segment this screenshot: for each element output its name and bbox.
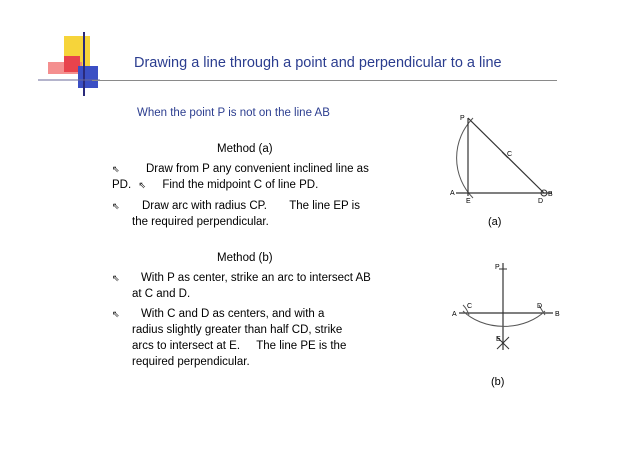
method-b-step-1-cont: at C and D. <box>132 288 191 300</box>
deco-red-square <box>64 56 80 72</box>
figure-a-caption: (a) <box>488 216 502 228</box>
method-b-step-2-cont-2 <box>132 338 346 354</box>
slide-subtitle: When the point P is not on the line AB <box>137 107 330 119</box>
figure-a-diagram <box>440 108 570 233</box>
method-b-step-2-cont: radius slightly greater than half CD, strike <box>132 324 343 336</box>
bullet-icon: ⇖ <box>112 310 120 320</box>
figure-b-label-d: D <box>537 303 543 310</box>
figure-a-label-a: A <box>450 190 455 197</box>
method-b-step-2-cont-3: required perpendicular. <box>132 356 250 368</box>
bullet-icon: ⇖ <box>112 202 120 212</box>
figure-b-label-e: E <box>496 336 501 343</box>
method-a-step-3b: The line EP is <box>289 200 360 212</box>
method-b-step-1: With P as center, strike an arc to intersect AB <box>140 272 371 284</box>
bullet-icon: ⇖ <box>112 274 120 284</box>
figure-a-label-c: C <box>507 151 513 158</box>
title-divider <box>92 80 557 81</box>
method-b-line-1 <box>112 270 371 287</box>
decorative-squares-logo <box>38 30 108 102</box>
figure-b-label-a: A <box>452 311 457 318</box>
method-a-step-1-cont: PD. <box>112 179 132 191</box>
figure-b-label-b: B <box>555 311 560 318</box>
method-a-step-3: Draw arc with radius CP. <box>141 200 268 212</box>
method-a-line-2 <box>112 177 318 194</box>
bullet-icon: ⇖ <box>138 181 146 191</box>
method-b-heading: Method (b) <box>217 252 273 264</box>
method-b-step-2-part-b: The line PE is the <box>256 340 347 352</box>
method-b-line-2 <box>112 306 324 323</box>
figure-a-label-b: B <box>548 191 553 198</box>
figure-a-label-d: D <box>538 198 544 205</box>
method-a-heading: Method (a) <box>217 143 273 155</box>
method-a-line-3 <box>112 198 360 215</box>
deco-blue-square <box>78 66 98 88</box>
method-b-step-2: With C and D as centers, and with a <box>140 308 325 320</box>
method-b-step-2-part: arcs to intersect at E. <box>132 340 241 352</box>
slide-title: Drawing a line through a point and perpendicular to a line <box>134 55 502 71</box>
figure-b-diagram <box>445 255 570 395</box>
figure-b-caption: (b) <box>491 376 505 388</box>
method-a-line-1 <box>112 161 369 178</box>
figure-b-label-p: P <box>495 264 500 271</box>
method-a-step-2: Find the midpoint C of line PD. <box>162 179 319 191</box>
figure-b-label-c: C <box>467 303 473 310</box>
bullet-icon: ⇖ <box>112 165 120 175</box>
method-a-step-3-cont: the required perpendicular. <box>132 216 269 228</box>
method-a-step-1: Draw from P any convenient inclined line as <box>145 163 369 175</box>
figure-a-arc <box>457 118 473 198</box>
figure-a-label-p: P <box>460 115 465 122</box>
figure-a-label-e: E <box>466 198 471 205</box>
